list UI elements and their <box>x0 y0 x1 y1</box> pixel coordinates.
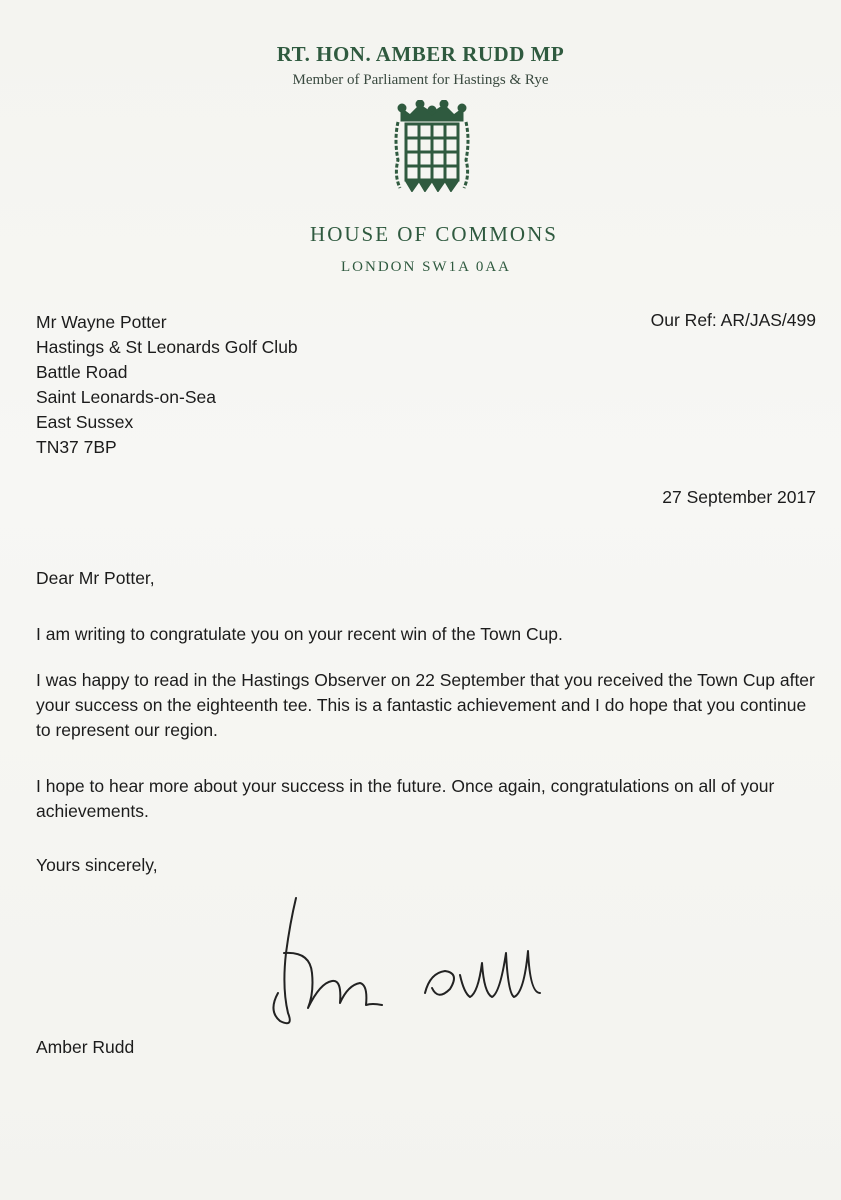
reference: Our Ref: AR/JAS/499 <box>650 310 816 330</box>
recipient-line: Mr Wayne Potter <box>36 312 167 332</box>
letterhead-name: RT. HON. AMBER RUDD MP <box>276 42 565 66</box>
letterhead-subtitle: Member of Parliament for Hastings & Rye <box>292 72 549 88</box>
paragraph: I was happy to read in the Hastings Observer on 22 September that you received the Town Cup after your success on the eighteenth tee. This is a fantastic achievement and I do hope that you continue to represent our region. <box>36 670 815 740</box>
signer-name: Amber Rudd <box>36 1037 135 1057</box>
paragraph: I hope to hear more about your success in the future. Once again, congratulations on all of your achievements. <box>36 776 775 821</box>
recipient-line: Hastings & St Leonards Golf Club <box>36 337 298 357</box>
signature <box>260 893 590 1033</box>
salutation: Dear Mr Potter, <box>36 568 155 588</box>
portcullis-icon <box>392 100 472 192</box>
paragraph: I am writing to congratulate you on your recent win of the Town Cup. <box>36 624 563 644</box>
letter-date: 27 September 2017 <box>662 487 816 507</box>
recipient-line: East Sussex <box>36 412 134 432</box>
address-city: LONDON SW1A 0AA <box>341 259 511 275</box>
recipient-line: Battle Road <box>36 362 128 382</box>
recipient-address <box>36 310 298 460</box>
house-of-commons-heading: HOUSE OF COMMONS <box>310 222 558 246</box>
closing: Yours sincerely, <box>36 855 158 875</box>
recipient-line: Saint Leonards-on-Sea <box>36 387 216 407</box>
recipient-line: TN37 7BP <box>36 437 117 457</box>
